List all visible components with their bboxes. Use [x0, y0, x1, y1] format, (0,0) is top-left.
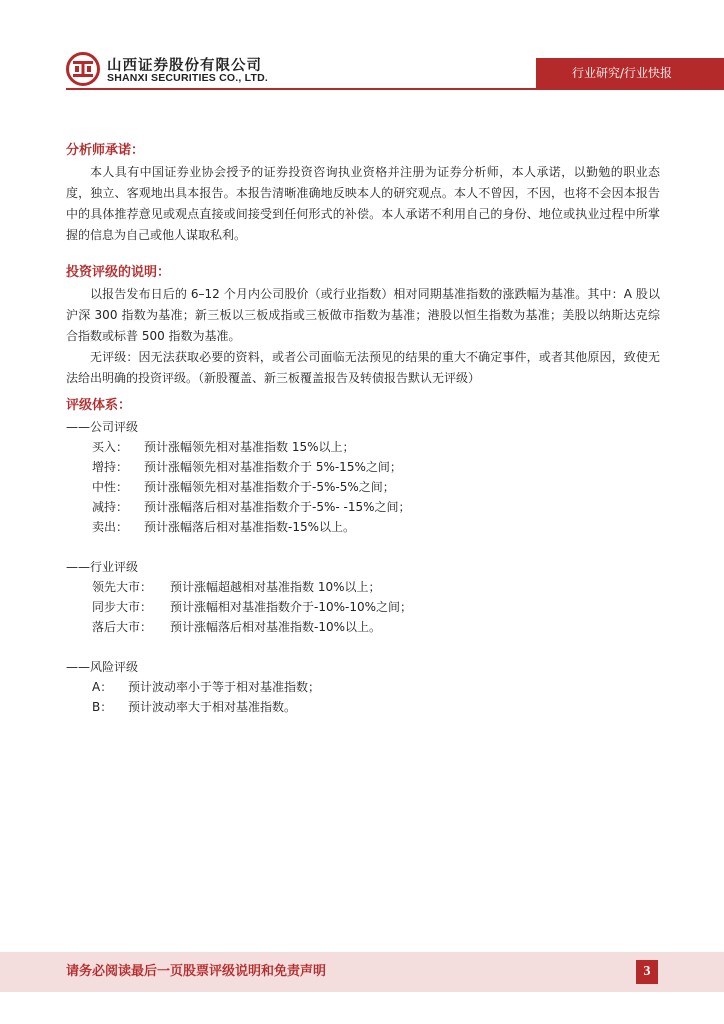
rating-key: 中性： — [92, 480, 129, 494]
rating-key: B： — [92, 700, 113, 714]
risk-rating-list — [66, 677, 660, 717]
risk-rating-heading: ——风险评级 — [66, 660, 139, 674]
rating-key: 增持： — [92, 460, 129, 474]
rating-desc: 预计涨幅落后相对基准指数-10%以上。 — [170, 620, 382, 634]
rating-desc: 预计涨幅落后相对基准指数介于-5%- -15%之间； — [144, 500, 411, 514]
report-category-tab: 行业研究/行业快报 — [536, 58, 724, 88]
rating-desc: 预计涨幅超越相对基准指数 10%以上； — [170, 580, 381, 594]
company-rating-heading: ——公司评级 — [66, 420, 139, 434]
list-item — [66, 677, 660, 697]
rating-key: 卖出： — [92, 520, 129, 534]
header-divider — [66, 88, 724, 90]
rating-explanation-para1: 以报告发布日后的 6–12 个月内公司股价（或行业指数）相对同期基准指数的涨跌幅为基准。其中：A 股以沪深 300 指数为基准；新三板以三板成指或三板做市指数为基准；港股以恒生指数为基准；美股以纳斯达克综合指数或标普 500 指数为基准。 — [66, 287, 660, 343]
list-item — [66, 497, 660, 517]
list-item — [66, 517, 660, 537]
disclaimer-notice: 请务必阅读最后一页股票评级说明和免责声明 — [66, 964, 327, 979]
analyst-commitment-title: 分析师承诺： — [66, 143, 145, 158]
rating-key: A： — [92, 680, 113, 694]
industry-rating-heading: ——行业评级 — [66, 560, 139, 574]
analyst-commitment-body: 本人具有中国证券业协会授予的证券投资咨询执业资格并注册为证券分析师，本人承诺，以勤勉的职业态度，独立、客观地出具本报告。本报告清晰准确地反映本人的研究观点。本人不曾因，不因，也将不会因本报告中的具体推荐意见或观点直接或间接受到任何形式的补偿。本人承诺不利用自己的身份、地位或执业过程中所掌握的信息为自己或他人谋取私利。 — [66, 165, 660, 242]
list-item — [66, 697, 660, 717]
rating-key: 同步大市： — [92, 600, 153, 614]
rating-explanation-title: 投资评级的说明： — [66, 265, 171, 280]
rating-desc: 预计波动率大于相对基准指数。 — [128, 700, 297, 714]
rating-desc: 预计涨幅相对基准指数介于-10%-10%之间； — [170, 600, 413, 614]
list-item — [66, 437, 660, 457]
list-item — [66, 597, 660, 617]
list-item — [66, 617, 660, 637]
page-number: 3 — [636, 960, 658, 984]
list-item — [66, 477, 660, 497]
rating-desc: 预计涨幅领先相对基准指数介于-5%-5%之间； — [144, 480, 395, 494]
main-content — [66, 140, 660, 717]
list-item — [66, 577, 660, 597]
page-footer — [0, 952, 724, 992]
rating-key: 减持： — [92, 500, 129, 514]
rating-desc: 预计涨幅领先相对基准指数介于 5%-15%之间； — [144, 460, 402, 474]
company-logo-icon — [66, 52, 100, 86]
rating-system-title: 评级体系： — [66, 398, 132, 413]
rating-key: 领先大市： — [92, 580, 153, 594]
company-name-cn: 山西证券股份有限公司 — [107, 58, 262, 74]
rating-desc: 预计涨幅领先相对基准指数 15%以上； — [144, 440, 355, 454]
page-header — [0, 0, 724, 100]
rating-desc: 预计波动率小于等于相对基准指数； — [128, 680, 321, 694]
company-name-en: SHANXI SECURITIES CO., LTD. — [107, 72, 268, 84]
company-rating-list — [66, 437, 660, 537]
list-item — [66, 457, 660, 477]
rating-key: 落后大市： — [92, 620, 153, 634]
industry-rating-list — [66, 577, 660, 637]
rating-key: 买入： — [92, 440, 129, 454]
rating-desc: 预计涨幅落后相对基准指数-15%以上。 — [144, 520, 356, 534]
rating-explanation-para2: 无评级：因无法获取必要的资料，或者公司面临无法预见的结果的重大不确定事件，或者其他原因，致使无法给出明确的投资评级。（新股覆盖、新三板覆盖报告及转债报告默认无评级） — [66, 350, 660, 385]
